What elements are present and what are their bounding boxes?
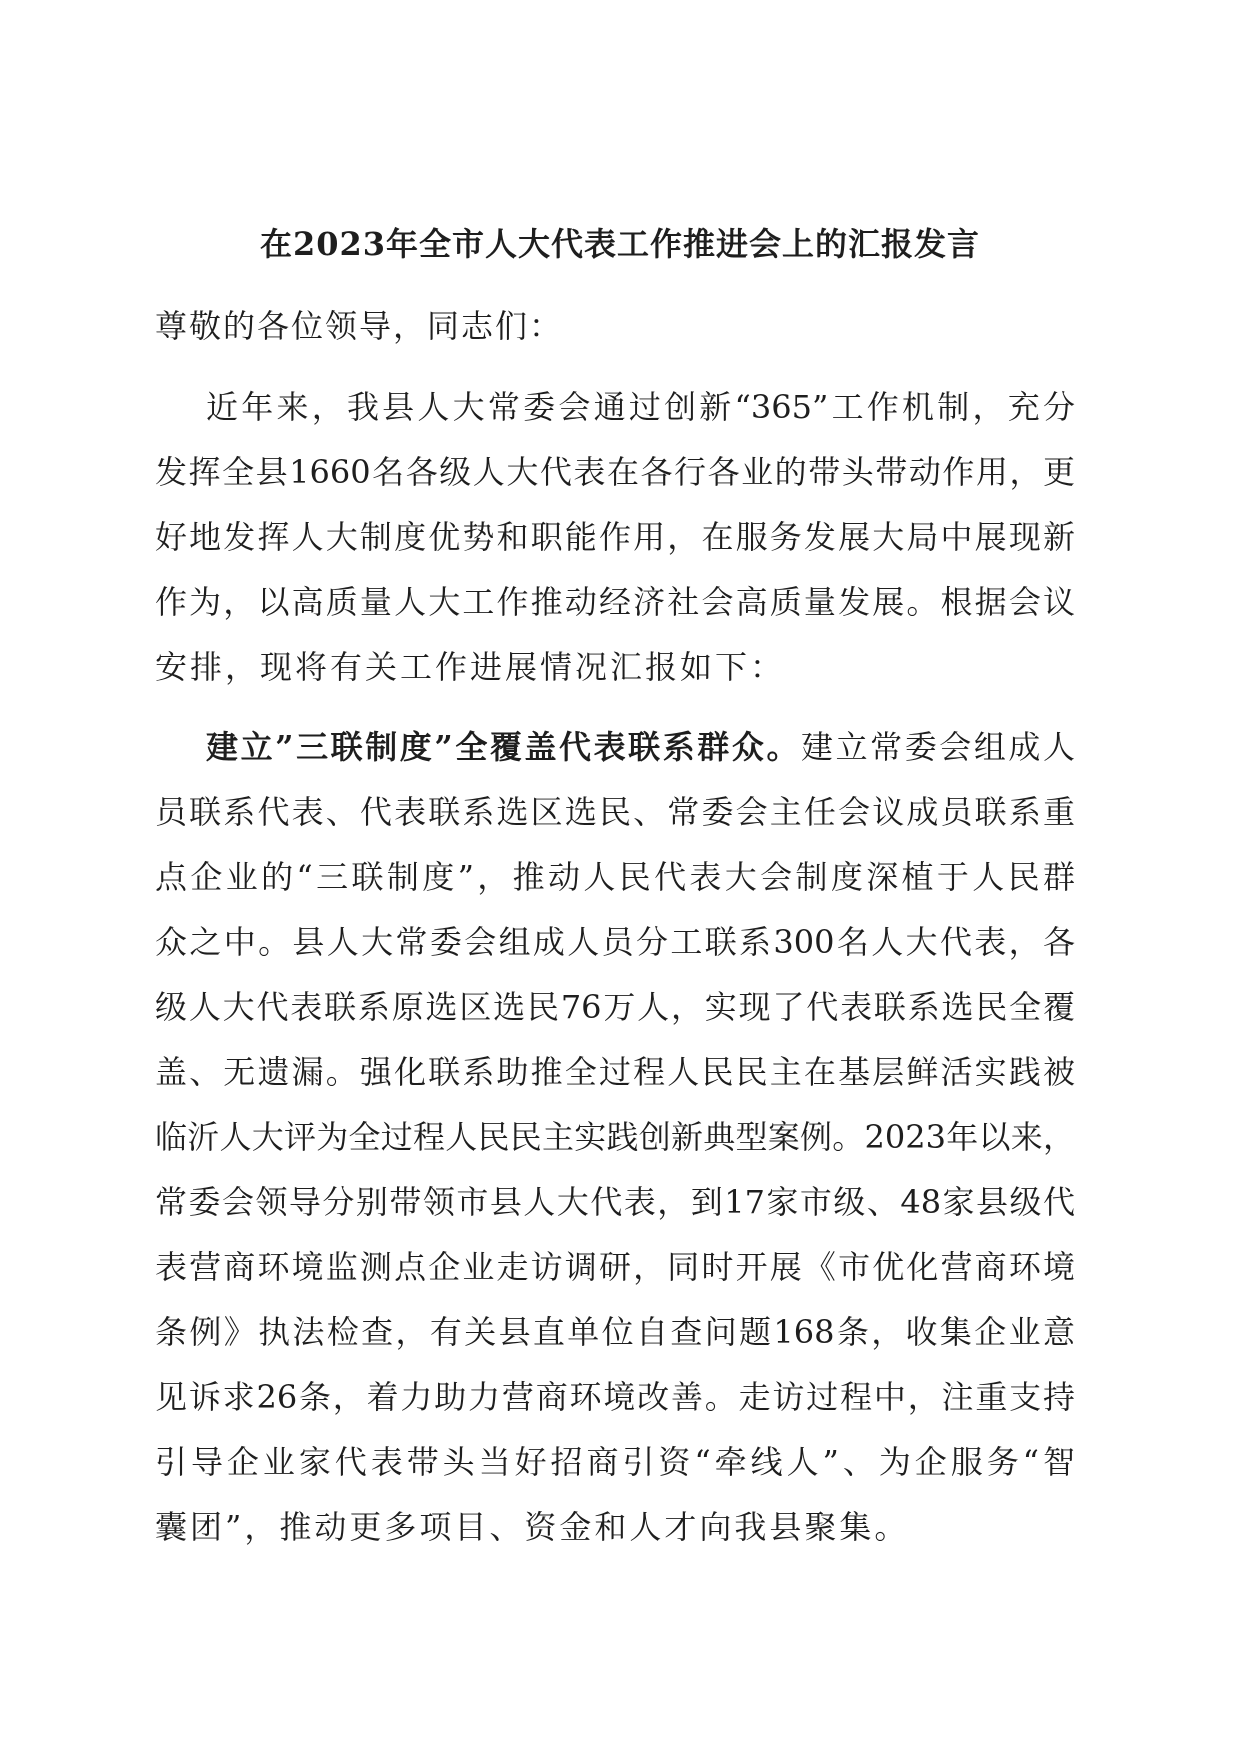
- paragraph2-heading: 建立”三联制度”全覆盖代表联系群众。: [206, 728, 802, 766]
- paragraph1-line: 好地发挥人大制度优势和职能作用，在服务发展大局中展现新: [155, 518, 1075, 556]
- paragraph1-line: 安排，现将有关工作进展情况汇报如下：: [155, 648, 786, 686]
- document-title: 在2023年全市人大代表工作推进会上的汇报发言: [259, 225, 981, 263]
- paragraph2-line: 引导企业家代表带头当好招商引资“牵线人”、为企服务“智: [155, 1443, 1075, 1481]
- paragraph2-line: 见诉求26条，着力助力营商环境改善。走访过程中，注重支持: [155, 1378, 1075, 1416]
- paragraph2-line: 条例》执法检查，有关县直单位自查问题168条，收集企业意: [155, 1313, 1075, 1351]
- paragraph2-line: 员联系代表、代表联系选区选民、常委会主任会议成员联系重: [155, 793, 1075, 831]
- salutation: 尊敬的各位领导，同志们：: [155, 307, 564, 345]
- paragraph2-line: 级人大代表联系原选区选民76万人，实现了代表联系选民全覆: [155, 988, 1075, 1026]
- paragraph2-line: 表营商环境监测点企业走访调研，同时开展《市优化营商环境: [155, 1248, 1075, 1286]
- paragraph2-line: 众之中。县人大常委会组成人员分工联系300名人大代表，各: [155, 923, 1075, 961]
- paragraph1-line: 作为，以高质量人大工作推动经济社会高质量发展。根据会议: [155, 583, 1075, 621]
- paragraph2-line: 常委会领导分别带领市县人大代表，到17家市级、48家县级代: [155, 1183, 1075, 1221]
- paragraph2-line: 临沂人大评为全过程人民民主实践创新典型案例。2023年以来，: [155, 1118, 1075, 1156]
- paragraph2-first-line: [206, 725, 1075, 769]
- paragraph2-line: 点企业的“三联制度”，推动人民代表大会制度深植于人民群: [155, 858, 1075, 896]
- paragraph1-line: 近年来，我县人大常委会通过创新“365”工作机制，充分: [206, 388, 1075, 426]
- paragraph2-line: 盖、无遗漏。强化联系助推全过程人民民主在基层鲜活实践被: [155, 1053, 1075, 1091]
- paragraph1-line: 发挥全县1660名各级人大代表在各行各业的带头带动作用，更: [155, 453, 1075, 491]
- paragraph2-line: 囊团”，推动更多项目、资金和人才向我县聚集。: [155, 1508, 910, 1546]
- paragraph2-first-line-text: 建立常委会组成人: [801, 728, 1075, 766]
